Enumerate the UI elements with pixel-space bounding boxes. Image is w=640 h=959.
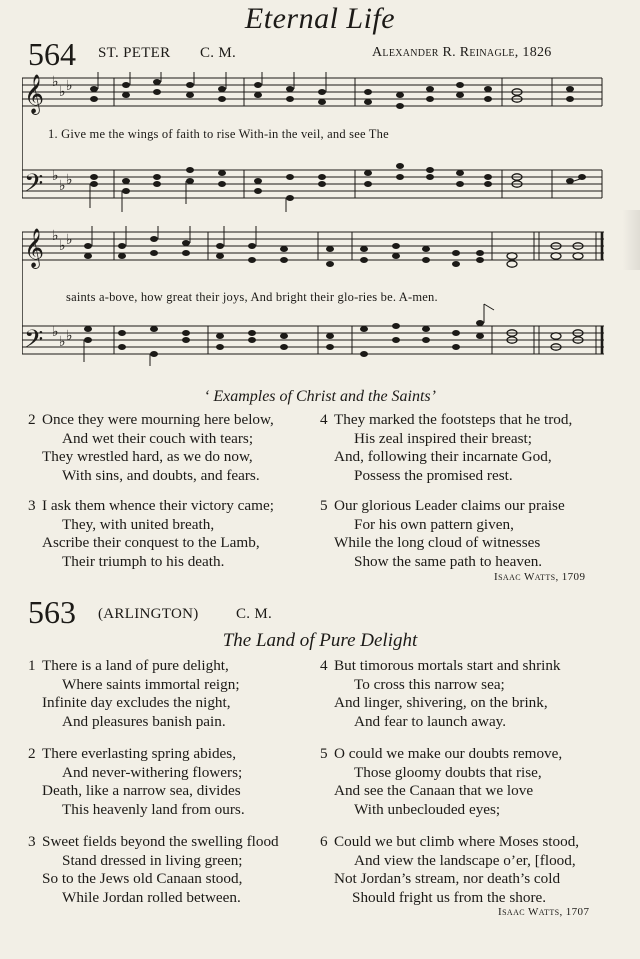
hymn-563-number: 563 xyxy=(28,594,76,630)
svg-text:♭: ♭ xyxy=(52,168,59,184)
verse-line: With sins, and doubts, and fears. xyxy=(62,466,260,484)
verse-line: So to the Jews old Canaan stood, xyxy=(42,870,243,888)
verse-line: Infinite day excludes the night, xyxy=(42,694,231,712)
svg-text:𝄞: 𝄞 xyxy=(24,228,45,268)
verse-line: And view the landscape o’er, [flood, xyxy=(354,851,576,869)
hymn-564-meter: C. M. xyxy=(200,45,237,61)
hymn-564-composer: Alexander R. Reinagle, 1826 xyxy=(372,45,552,60)
verse-number: 5 xyxy=(320,745,328,762)
verse-line: For his own pattern given, xyxy=(354,515,514,533)
hymn-564-lyrics-line-1: 1. Give me the wings of faith to rise With-in the veil, and see The xyxy=(48,127,389,141)
svg-text:♭: ♭ xyxy=(66,232,73,248)
music-system-1 xyxy=(22,72,612,212)
verse-line: Their triumph to his death. xyxy=(62,552,225,570)
hymn-563-verse-2 xyxy=(28,745,245,819)
verse-line: And never-withering flowers; xyxy=(62,763,243,781)
verse-line: And linger, shivering, on the brink, xyxy=(334,694,548,712)
verse-line: And wet their couch with tears; xyxy=(62,429,254,447)
verse-number: 4 xyxy=(320,657,328,674)
verse-line: They, with united breath, xyxy=(62,515,215,533)
verse-line: O could we make our doubts remove, xyxy=(334,745,563,762)
verse-line: Not Jordan’s stream, nor death’s cold xyxy=(334,870,561,888)
verse-line: Possess the promised rest. xyxy=(354,466,513,484)
hymn-564-author: Isaac Watts, 1709 xyxy=(494,571,586,583)
verse-line: Death, like a narrow sea, divides xyxy=(42,782,241,800)
verse-number: 3 xyxy=(28,497,36,514)
svg-text:♭: ♭ xyxy=(59,178,66,194)
verse-line: Stand dressed in living green; xyxy=(62,851,243,869)
verse-number: 6 xyxy=(320,833,328,850)
verse-line: And, following their incarnate God, xyxy=(334,448,552,466)
verse-number: 4 xyxy=(320,411,328,428)
hymn-563-author: Isaac Watts, 1707 xyxy=(498,906,590,918)
verse-line: Could we but climb where Moses stood, xyxy=(334,833,580,850)
verse-line: But timorous mortals start and shrink xyxy=(334,657,561,674)
verse-line: There is a land of pure delight, xyxy=(42,657,229,674)
svg-text:♭: ♭ xyxy=(66,172,73,188)
hymn-563-verse-4 xyxy=(320,657,561,731)
verse-line: They wrestled hard, as we do now, xyxy=(42,448,253,466)
svg-text:𝄢: 𝄢 xyxy=(24,325,44,360)
verse-line: While Jordan rolled between. xyxy=(62,888,241,906)
hymn-563-verse-3 xyxy=(28,833,279,907)
svg-text:♭: ♭ xyxy=(52,228,59,244)
hymn-564-number: 564 xyxy=(28,36,76,72)
verse-line: And fear to launch away. xyxy=(354,712,507,730)
hymn-563-verse-6 xyxy=(320,833,579,907)
verse-line: Our glorious Leader claims our praise xyxy=(334,497,565,514)
verse-line: While the long cloud of witnesses xyxy=(334,534,541,552)
hymn-563-tune: (ARLINGTON) xyxy=(98,606,199,622)
verse-line: With unbeclouded eyes; xyxy=(354,800,501,818)
verse-line: To cross this narrow sea; xyxy=(354,675,505,693)
hymn-564-verse-4 xyxy=(320,411,572,485)
svg-text:♭: ♭ xyxy=(52,74,59,90)
svg-text:𝄢: 𝄢 xyxy=(24,169,44,204)
hymn-564-tune: ST. PETER xyxy=(98,45,171,61)
verse-line: Should fright us from the shore. xyxy=(352,888,547,906)
hymn-564-verse-3 xyxy=(28,497,274,571)
svg-text:♭: ♭ xyxy=(52,324,59,340)
page-edge-shadow xyxy=(622,210,640,270)
verse-line: This heavenly land from ours. xyxy=(62,800,245,818)
section-title: Eternal Life xyxy=(244,2,396,35)
verse-number: 5 xyxy=(320,497,328,514)
hymn-563-title: The Land of Pure Delight xyxy=(222,630,418,651)
verse-line: Ascribe their conquest to the Lamb, xyxy=(42,534,260,552)
svg-text:♭: ♭ xyxy=(66,78,73,94)
hymn-564-subtitle: ‘ Examples of Christ and the Saints’ xyxy=(204,388,436,405)
verse-number: 1 xyxy=(28,657,36,674)
verse-line: Once they were mourning here below, xyxy=(42,411,274,428)
hymn-563-meter: C. M. xyxy=(236,606,273,622)
verse-line: And see the Canaan that we love xyxy=(334,782,534,800)
svg-text:♭: ♭ xyxy=(59,84,66,100)
svg-text:♭: ♭ xyxy=(59,334,66,350)
verse-line: I ask them whence their victory came; xyxy=(42,497,274,514)
verse-number: 2 xyxy=(28,745,36,762)
svg-text:♭: ♭ xyxy=(59,238,66,254)
verse-line: Sweet fields beyond the swelling flood xyxy=(42,833,279,850)
hymn-563-verse-5 xyxy=(320,745,562,819)
hymn-564-verse-2 xyxy=(28,411,274,485)
hymn-564-verse-5 xyxy=(320,497,565,571)
verse-line: His zeal inspired their breast; xyxy=(354,429,532,447)
verse-line: They marked the footsteps that he trod, xyxy=(334,411,573,428)
verse-line: Show the same path to heaven. xyxy=(354,552,543,570)
verse-line: Those gloomy doubts that rise, xyxy=(354,763,542,781)
verse-line: There everlasting spring abides, xyxy=(42,745,236,762)
hymn-563-verse-1 xyxy=(28,657,240,731)
svg-text:𝄞: 𝄞 xyxy=(24,74,45,114)
verse-line: Where saints immortal reign; xyxy=(62,675,240,693)
verse-number: 2 xyxy=(28,411,36,428)
svg-text:♭: ♭ xyxy=(66,328,73,344)
verse-line: And pleasures banish pain. xyxy=(62,712,226,730)
verse-number: 3 xyxy=(28,833,36,850)
hymn-564-lyrics-line-2: saints a-bove, how great their joys, And bright their glo-ries be. A-men. xyxy=(66,290,438,304)
